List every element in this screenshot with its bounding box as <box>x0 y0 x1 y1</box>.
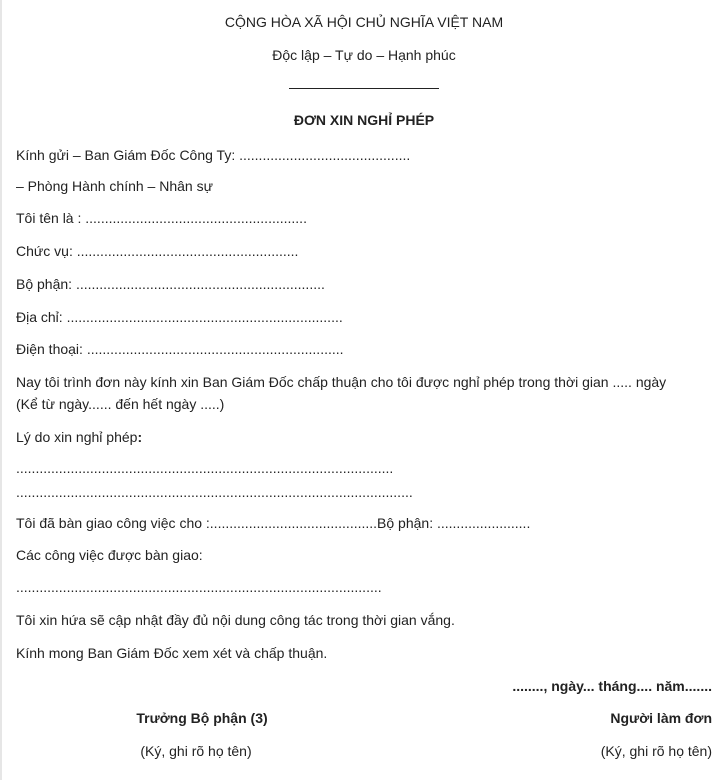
left-sign-note: (Ký, ghi rõ họ tên) <box>140 743 252 759</box>
right-sign-note: (Ký, ghi rõ họ tên) <box>600 743 712 759</box>
date-line: ........, ngày... tháng.... năm....... <box>512 678 712 694</box>
department-field: Bộ phận: ................................................................ <box>16 276 325 292</box>
right-signer-title: Người làm đơn <box>610 710 712 726</box>
motto: Độc lập – Tự do – Hạnh phúc <box>272 47 456 63</box>
reason-label <box>16 428 142 446</box>
name-field: Tôi tên là : ......................................................... <box>16 210 307 226</box>
handover-line: Tôi đã bàn giao công việc cho :...........................................Bộ phận: ........................ <box>16 515 531 531</box>
closing-text: Kính mong Ban Giám Đốc xem xét và chấp thuận. <box>16 645 328 661</box>
handover-tasks-label: Các công việc được bàn giao: <box>16 547 203 563</box>
header-divider <box>289 88 439 89</box>
document-title: ĐƠN XIN NGHỈ PHÉP <box>293 112 435 128</box>
recipient-department: – Phòng Hành chính – Nhân sự <box>16 178 213 194</box>
recipient-line: Kính gửi – Ban Giám Đốc Công Ty: ............................................ <box>16 147 411 163</box>
reason-label-text: Lý do xin nghỉ phép <box>16 429 138 445</box>
reason-dots-line-2: ...................................................................................................... <box>16 484 413 500</box>
handover-tasks-dots: .............................................................................................. <box>16 579 382 595</box>
promise-text: Tôi xin hứa sẽ cập nhật đầy đủ nội dung công tác trong thời gian vắng. <box>16 612 455 628</box>
phone-field: Điện thoại: .................................................................. <box>16 341 344 357</box>
reason-dots-line-1: ................................................................................................. <box>16 460 394 476</box>
position-field: Chức vụ: ......................................................... <box>16 243 299 259</box>
reason-label-colon: : <box>137 429 143 445</box>
request-text-line-1: Nay tôi trình đơn này kính xin Ban Giám Đốc chấp thuận cho tôi được nghỉ phép trong thời gian ..... ngày <box>16 374 667 390</box>
nation-heading: CỘNG HÒA XÃ HỘI CHỦ NGHĨA VIỆT NAM <box>224 14 504 30</box>
request-text-line-2: (Kể từ ngày...... đến hết ngày .....) <box>16 396 225 412</box>
left-signer-title: Trưởng Bộ phận (3) <box>136 710 268 726</box>
address-field: Địa chỉ: ....................................................................... <box>16 309 343 325</box>
